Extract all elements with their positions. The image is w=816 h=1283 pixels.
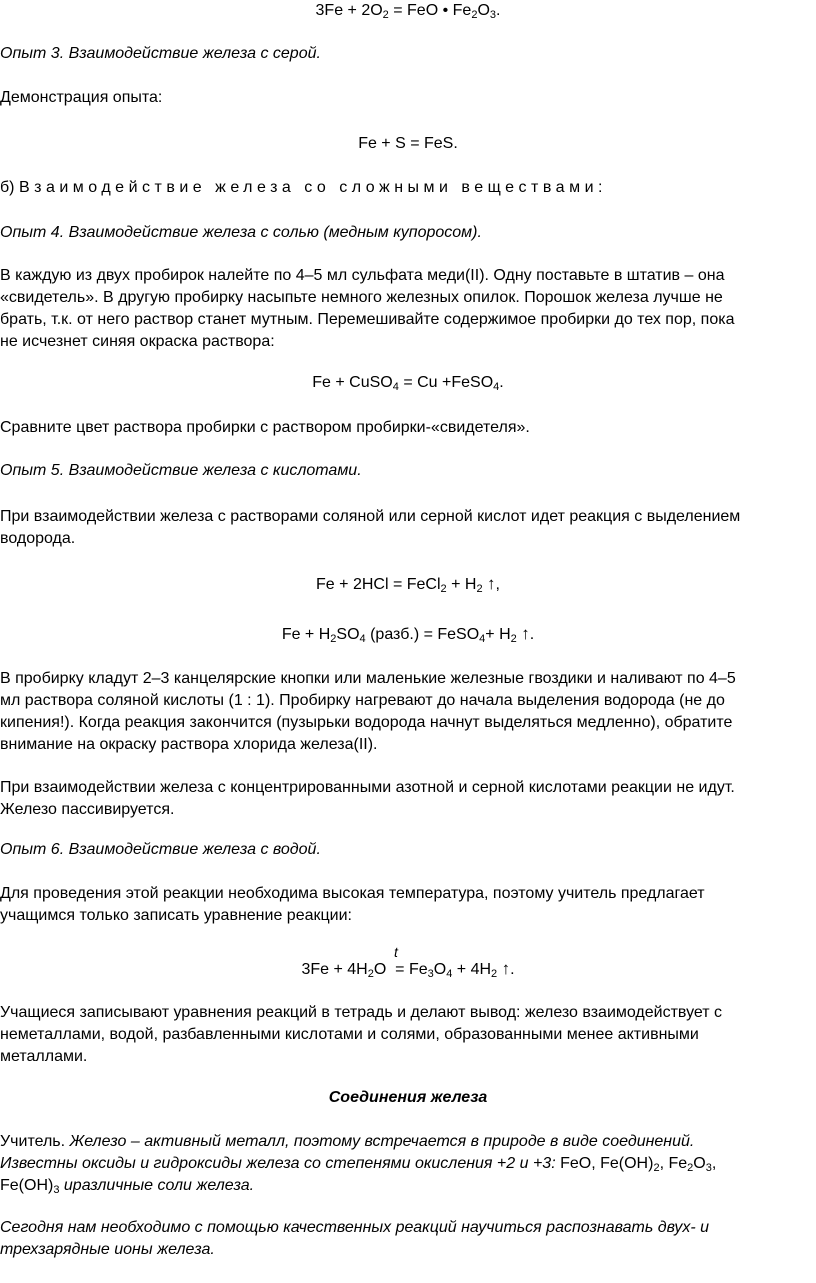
experiment-6-title: Опыт 6. Взаимодействие железа с водой. [0, 841, 321, 858]
compounds-heading: Соединения железа [328, 1089, 488, 1106]
equation-iron-sulfuric: $Fe + H_2SO_4$ (разб.) = FeSO$_4$+ $H_2$ ↑. [281, 624, 535, 645]
experiment-6-line: Для проведения этой реакции необходима высокая температура, поэтому учитель предлагает [0, 885, 705, 902]
experiment-5-intro-line: водорода. [0, 530, 76, 547]
section-b-heading: б) Взаимодействие железа со сложными веществами: [0, 179, 603, 196]
gas-arrow-icon: ↑ [487, 574, 496, 593]
closing-line: Сегодня нам необходимо с помощью качественных реакций научиться распознавать двух- и [0, 1219, 710, 1236]
closing-line: трехзарядные ионы железа. [0, 1241, 215, 1258]
experiment-3-demo: Демонстрация опыта: [0, 89, 163, 106]
equation-iron-oxygen: $3Fe + 2O_2$ = FeO • $Fe_2O_3$. [315, 2, 501, 21]
conclusion-line: Учащиеся записывают уравнения реакций в тетрадь и делают вывод: железо взаимодействует с [0, 1004, 723, 1021]
experiment-6-line: учащимся только записать уравнение реакции: [0, 907, 352, 924]
conclusion-line: металлами. [0, 1048, 88, 1065]
temperature-mark: t [394, 944, 398, 960]
experiment-4-compare: Сравните цвет раствора пробирки с раствором пробирки-«свидетеля». [0, 419, 530, 436]
equation-iron-copper-sulfate: Fe + CuSO$_4$ = Cu +FeSO$_4$. [312, 374, 504, 393]
compounds-line-1: Учитель. Железо – активный металл, поэтому встречается в природе в виде соединений. [0, 1133, 695, 1150]
experiment-5-title: Опыт 5. Взаимодействие железа с кислотами. [0, 462, 362, 479]
experiment-4-line: брать, т.к. от него раствор станет мутным. Перемешивайте содержимое пробирки до тех пор, пока [0, 311, 735, 328]
compounds-line-2: Известны оксиды и гидроксиды железа со степенями окисления +2 и +3: FeO, $Fe(OH)_2$, $Fe_2O_3$, [0, 1155, 717, 1174]
experiment-3-title: Опыт 3. Взаимодействие железа с серой. [0, 45, 321, 62]
experiment-5-p3-line: Железо пассивируется. [0, 801, 175, 818]
equation-iron-hcl: Fe + 2HCl = FeCl$_2$ + $H_2$ ↑, [316, 574, 500, 595]
experiment-4-line: «свидетель». В другую пробирку насыпьте немного железных опилок. Порошок железа лучше не [0, 289, 723, 306]
equation-iron-sulfur: Fe + S = FeS. [358, 135, 458, 152]
experiment-5-intro-line: При взаимодействии железа с растворами соляной или серной кислот идет реакция с выделением [0, 508, 741, 525]
experiment-5-p2-line: внимание на окраску раствора хлорида железа(II). [0, 736, 378, 753]
gas-arrow-icon: ↑ [501, 959, 511, 978]
experiment-5-p2-line: мл раствора соляной кислоты (1 : 1). Пробирку нагревают до начала выделения водорода (не до [0, 692, 725, 709]
experiment-4-title: Опыт 4. Взаимодействие железа с солью (медным купоросом). [0, 224, 482, 241]
gas-arrow-icon: ↑ [521, 624, 530, 643]
equation-iron-water: $3Fe + 4H_2O = Fe_3O_4 + 4H_2$ ↑. [301, 959, 515, 980]
experiment-4-line: В каждую из двух пробирок налейте по 4–5 мл сульфата меди(II). Одну поставьте в штатив – она [0, 267, 725, 284]
experiment-4-line: не исчезнет синяя окраска раствора: [0, 333, 275, 350]
compounds-line-3: $Fe(OH)_3$ иразличные соли железа. [0, 1177, 255, 1196]
experiment-5-p2-line: В пробирку кладут 2–3 канцелярские кнопки или маленькие железные гвоздики и наливают по 4–5 [0, 670, 736, 687]
conclusion-line: неметаллами, водой, разбавленными кислотами и солями, образованными менее активными [0, 1026, 699, 1043]
experiment-5-p2-line: кипения!). Когда реакция закончится (пузырьки водорода начнут выделяться медленно), обратите [0, 714, 733, 731]
experiment-5-p3-line: При взаимодействии железа с концентрированными азотной и серной кислотами реакции не идут. [0, 779, 735, 796]
